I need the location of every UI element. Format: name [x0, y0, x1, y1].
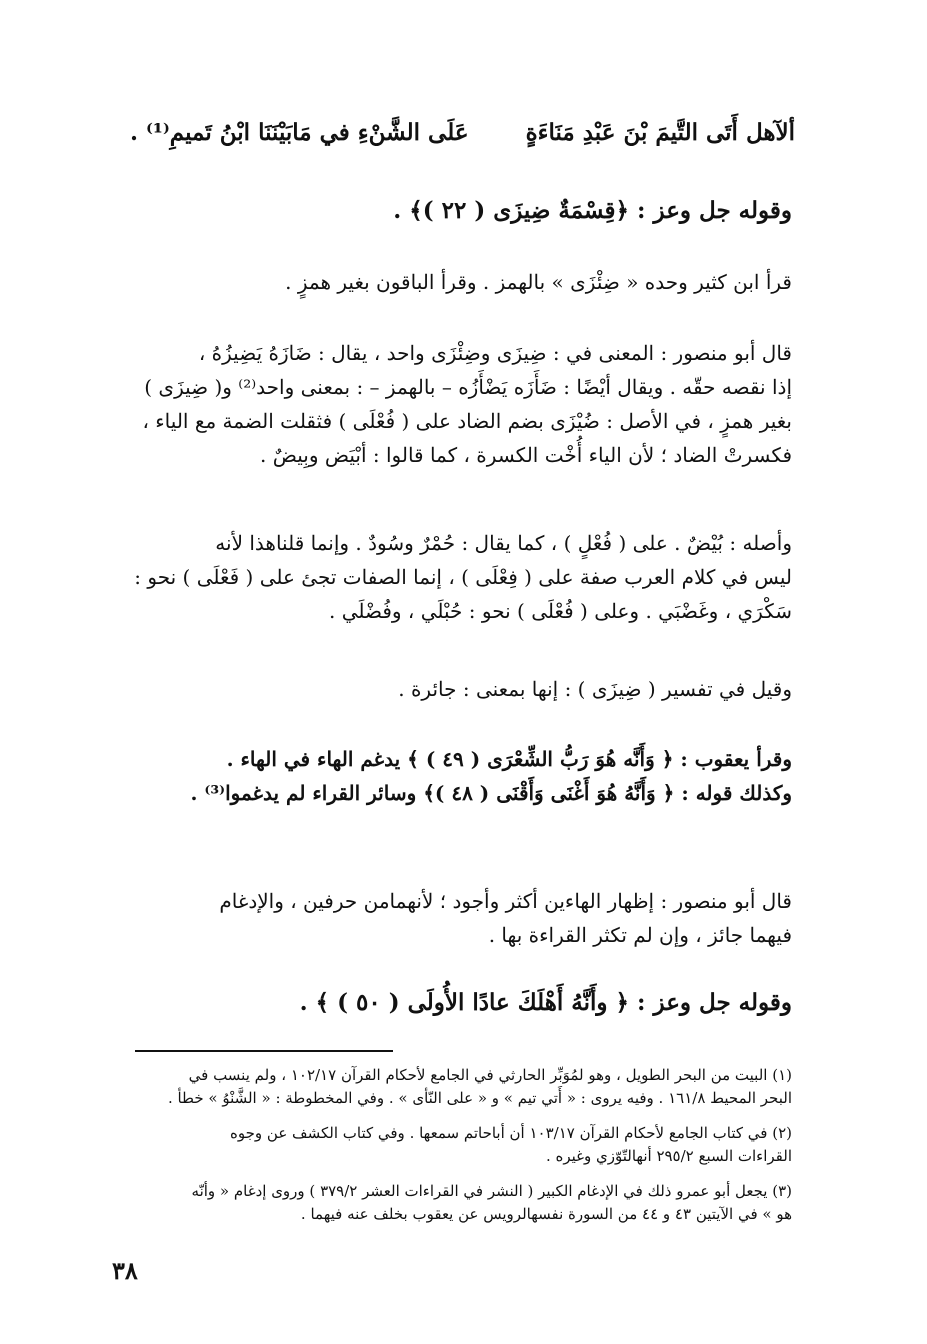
footnote-separator: [135, 1050, 393, 1052]
footnote-line: (٣) يجعل أبو عمرو ذلك في الإدغام الكبير ( النشر في القراءات العشر ٣٧٩/٢ ) وروى إدغام « وأنّه: [191, 1182, 792, 1200]
text-line: وقيل في تفسير ( ضِيزَى ) : إنها بمعنى : جائرة .: [398, 677, 792, 701]
page-number: ٣٨: [112, 1256, 138, 1285]
paragraph-2: [132, 336, 792, 472]
footnote-line: القراءات السبع ٢٩٥/٢ أنهالتّوّزي وغيره .: [545, 1146, 792, 1165]
footnote-1: [132, 1064, 792, 1109]
poetry-verse: [130, 110, 795, 160]
text-line: قال أبو منصور : المعنى في : ضِيزَى وضِئْزَى واحد ، يقال : ضَازَهُ يَضِيزُهُ ،: [198, 341, 792, 365]
verse-first-hemistich: ألآهل أَتَى التَّيمَ بْنَ عَبْدِ مَنَاءَةٍ: [525, 119, 795, 146]
text-line: فيهما جائز ، وإن لم تكثر القراءة بها .: [488, 923, 792, 947]
text-line: إذا نقصه حقّه . ويقال أيْضًا : ضَأَزَه يَضْأَزُه – بالهمز – : بمعنى واحد⁽²⁾ و( ضِيزَى ): [144, 375, 792, 399]
footnote-line: البحر المحيط ١٦١/٨ . وفيه يروى : « أَتي تيم » و « على النّأى » . وفي المخطوطة : « الشَّنْوُ » خطأ .: [167, 1088, 792, 1107]
heading-text: وقوله جل وعز : ﴿ وأَنَّهُ أَهْلَكَ عادًا الأُولَى ( ٥٠ ) ﴾ .: [299, 989, 792, 1016]
text-line: قرأ ابن كثير وحده « ضِئْزَى » بالهمز . وقرأ الباقون بغير همزٍ .: [285, 270, 792, 294]
text-line: سَكْرَي ، وغَضْبَي . وعلى ( فُعْلَى ) نحو : حُبْلَي ، وفُضْلَي .: [328, 599, 792, 623]
quran-heading-2: [132, 980, 792, 1026]
text-line: ليس في كلام العرب صفة على ( فِعْلَى ) ، إنما الصفات تجئ على ( فَعْلَى ) نحو :: [134, 565, 792, 589]
paragraph-6: [132, 884, 792, 952]
text-line: وأصله : بُيْضٌ . على ( فُعْلٍ ) ، كما يقال : حُمْرٌ وسُودٌ . وإنما قلناهذا لأنه: [215, 531, 792, 555]
quran-heading-1: [132, 188, 792, 234]
text-line: وكذلك قوله : ﴿ وَأَنَّهُ هُوَ أَغْنَى وَأَقْنَى ( ٤٨ )﴾ وسائر القراء لم يدغموا⁽³⁾ .: [190, 781, 792, 805]
footnote-3: [132, 1180, 792, 1225]
paragraph-1: [132, 265, 792, 299]
text-line: وقرأ يعقوب : ﴿ وَأَنَّه هُوَ رَبُّ الشِّعْرَى ( ٤٩ ) ﴾ يدغم الهاء في الهاء .: [226, 747, 792, 771]
verse-second-hemistich: عَلَى الشَّنْءِ في مَابَيْنَنَا ابْنُ تَميمِ⁽¹⁾ .: [130, 119, 469, 146]
footnote-line: (٢) في كتاب الجامع لأحكام القرآن ١٠٣/١٧ أن أباحاتم سمعها . وفي كتاب الكشف عن وجوه: [230, 1124, 792, 1142]
paragraph-5: [132, 742, 792, 810]
footnote-line: هو » في الآيتين ٤٣ و ٤٤ من السورة نفسهالرويس عن يعقوب بخلف عنه فيهما .: [300, 1204, 792, 1223]
text-line: قال أبو منصور : إظهار الهاءين أكثر وأجود ؛ لأنهمامن حرفين ، والإدغام: [219, 889, 792, 913]
footnote-line: (١) البيت من البحر الطويل ، وهو لمُوَبِّر الحارثي في الجامع لأحكام القرآن ١٠٢/١٧ ، ولم ينسب في: [188, 1066, 792, 1084]
text-line: بغير همزٍ ، في الأصل : ضُيْزَى بضم الضاد على ( فُعْلَى ) فثقلت الضمة مع الياء ،: [142, 409, 792, 433]
paragraph-3: [132, 526, 792, 628]
footnote-2: [132, 1122, 792, 1167]
paragraph-4: [132, 672, 792, 706]
heading-text: وقوله جل وعز : ﴿قِسْمَةٌ ضِيزَى ( ٢٢ )﴾ .: [393, 197, 792, 224]
text-line: فكسرتْ الضاد ؛ لأن الياء أُخْت الكسرة ، كما قالوا : أبْيَض وبِيضٌ .: [260, 443, 792, 467]
